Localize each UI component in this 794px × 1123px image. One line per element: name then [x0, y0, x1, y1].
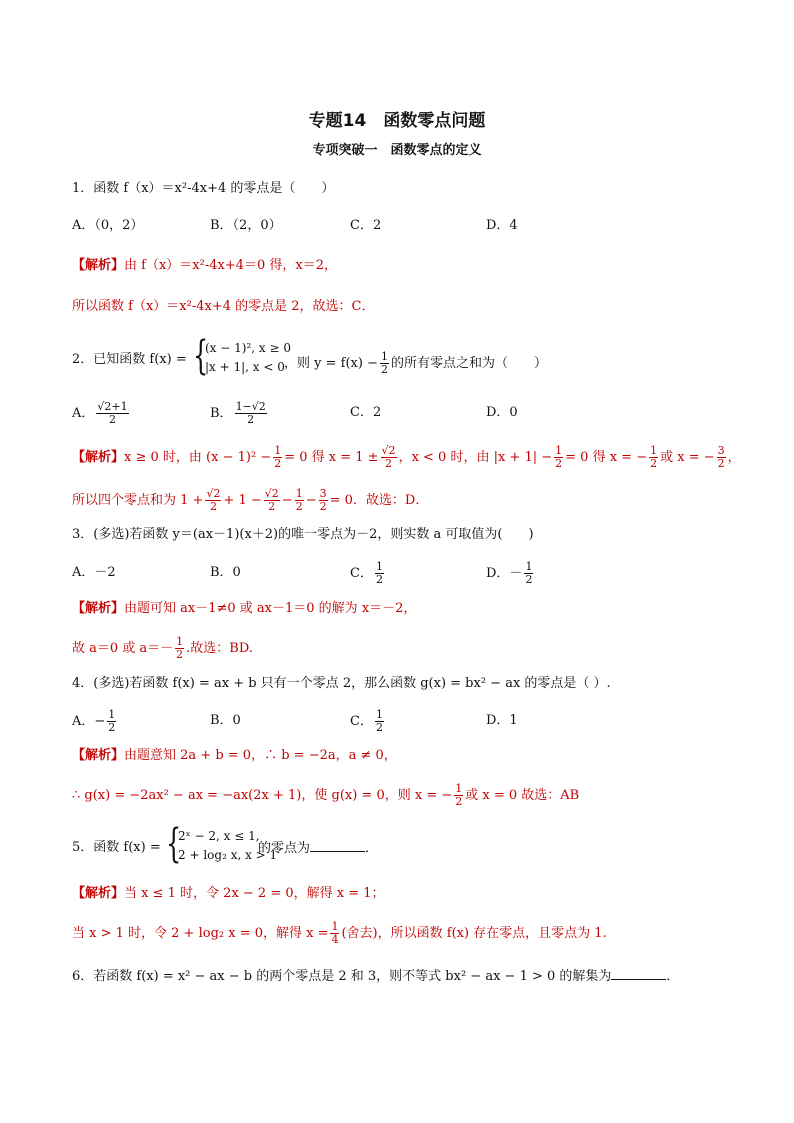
option-label: C． [350, 714, 373, 729]
q2-sol-text: = 0 得 x = 1 ± [284, 450, 379, 465]
q5-sol-text: 当 x ≤ 1 时，令 2x − 2 = 0，解得 x = 1； [124, 886, 385, 901]
frac-half [554, 445, 563, 470]
q2-sol-text: − [281, 493, 293, 508]
frac-den: 2 [650, 457, 658, 470]
frac-den: 2 [108, 721, 116, 734]
q5-case1: 2ˣ − 2, x ≤ 1, [178, 829, 260, 843]
q1-solution-text: 由 f（x）＝x²-4x+4＝0 得，x＝2， [124, 258, 337, 273]
option-label: D．－ [486, 566, 523, 581]
page-title: 专题14 函数零点问题 [308, 111, 486, 131]
frac-num: 1 [375, 708, 383, 721]
q2-option-b [210, 401, 269, 426]
frac-den: 2 [375, 721, 383, 734]
q2-prefix: 2．已知函数 f(x) = [72, 352, 187, 367]
q5-solution-line1 [72, 885, 385, 903]
q2-solution-line1 [72, 445, 741, 470]
solution-tag: 【解析】 [72, 748, 125, 763]
option-label: A．− [72, 714, 106, 729]
q5-suffix [258, 839, 378, 858]
q5-suffix-text: 的零点为 [258, 841, 311, 856]
q2-sol-text: = 0 得 x = − [565, 450, 648, 465]
q6-stem-line [72, 967, 679, 986]
q1-option-d: D．4 [486, 218, 518, 233]
option-label: B． [210, 406, 233, 421]
q1-solution-line1 [72, 257, 337, 275]
q5-sol-text: (舍去)，所以函数 f(x) 存在零点，且零点为 1. [341, 926, 607, 941]
solution-tag: 【解析】 [72, 450, 125, 465]
q2-cases [205, 339, 291, 377]
frac-num: 3 [717, 444, 725, 457]
frac-den: 2 [525, 573, 533, 586]
q2-suffix [284, 351, 547, 376]
frac-num: √2+1 [97, 400, 128, 413]
q6-stem: 6．若函数 f(x) = x² − ax − b 的两个零点是 2 和 3，则不等式 bx² − ax − 1 > 0 的解集为 [72, 969, 612, 984]
frac-num: √2 [381, 444, 396, 457]
frac-num: √2 [264, 487, 279, 500]
q1-option-a: A．（0，2） [72, 218, 144, 233]
frac-den: 2 [555, 457, 563, 470]
solution-tag: 【解析】 [72, 601, 125, 616]
frac-den: 2 [109, 413, 116, 426]
frac-den: 2 [375, 573, 383, 586]
frac-den: 2 [319, 500, 327, 513]
frac-num: 3 [319, 487, 327, 500]
frac-num: √2 [206, 487, 221, 500]
frac-sqrt2 [381, 445, 397, 470]
q3-option-a: A．－2 [72, 565, 116, 580]
q1-option-c: C．2 [350, 218, 382, 233]
q4-solution-line2 [72, 783, 579, 808]
q2-sol-text: x ≥ 0 时，由 (x − 1)² − [124, 450, 272, 465]
q2-option-d: D．0 [486, 405, 518, 420]
frac-num: 1 [650, 444, 658, 457]
frac-num: 1 [455, 782, 463, 795]
answer-blank[interactable] [611, 967, 666, 980]
frac-num: 1 [380, 350, 388, 363]
frac-num: 1 [525, 560, 533, 573]
frac-den: 2 [209, 500, 217, 513]
option-frac [96, 401, 128, 426]
q5-end: ． [365, 841, 379, 856]
option-frac [107, 709, 116, 734]
frac-num: 1−√2 [235, 400, 266, 413]
q2-sol-text: ，x < 0 时，由 |x + 1| − [398, 450, 553, 465]
frac-num: 1 [331, 920, 339, 933]
frac-three-half [319, 488, 328, 513]
frac-den: 2 [274, 457, 282, 470]
q4-solution-line1 [72, 747, 397, 765]
q3-sol-text: 由题可知 ax－1≠0 或 ax－1＝0 的解为 x＝－2， [124, 601, 417, 616]
q2-case1: (x − 1)², x ≥ 0 [205, 341, 291, 355]
q3-option-d [486, 561, 535, 586]
frac-half [649, 445, 658, 470]
frac-den: 2 [717, 457, 725, 470]
frac-three-half [717, 445, 726, 470]
frac-num: 1 [274, 444, 282, 457]
q3-stem: 3．(多选)若函数 y＝(ax－1)(x＋2)的唯一零点为－2，则实数 a 可取值为( ) [72, 527, 534, 542]
q3-option-b: B．0 [210, 565, 241, 580]
q5-solution-line2 [72, 921, 607, 946]
frac-half [295, 488, 304, 513]
option-label: A． [72, 406, 95, 421]
frac-num: 1 [375, 560, 383, 573]
frac-quarter [330, 921, 339, 946]
answer-blank[interactable] [310, 839, 365, 852]
frac-num: 1 [176, 635, 184, 648]
q5-sol-text: 当 x > 1 时，令 2 + log₂ x = 0，解得 x = [72, 926, 329, 941]
q6-end: ． [666, 969, 680, 984]
q2-sol-text: 所以四个零点和为 1 + [72, 493, 204, 508]
frac-half [454, 783, 463, 808]
q2-sol-text: − [305, 493, 317, 508]
page-subtitle: 专项突破一 函数零点的定义 [312, 143, 482, 158]
q4-sol-text: 由题意知 2a + b = 0，∴ b = −2a，a ≠ 0， [124, 748, 397, 763]
q2-half-frac [380, 351, 389, 376]
q2-suffix-a: ，则 y = f(x) − [284, 356, 378, 371]
frac-den: 2 [380, 363, 388, 376]
q1-solution-line2: 所以函数 f（x）＝x²-4x+4 的零点是 2，故选：C． [72, 299, 375, 314]
q4-stem: 4．(多选)若函数 f(x) = ax + b 只有一个零点 2，那么函数 g(x) = bx² − ax 的零点是（ ）. [72, 676, 611, 691]
q4-option-a [72, 709, 118, 734]
q5-brace: { [166, 821, 182, 867]
q3-option-c [350, 561, 386, 586]
q4-sol-text: ∴ g(x) = −2ax² − ax = −ax(2x + 1)，使 g(x) = 0，则 x = − [72, 788, 453, 803]
q5-prefix: 5．函数 f(x) = [72, 840, 161, 855]
option-frac [375, 561, 384, 586]
frac-half [273, 445, 282, 470]
q3-sol-text: .故选：BD. [186, 641, 253, 656]
frac-den: 2 [176, 648, 184, 661]
q2-brace: { [193, 333, 209, 379]
option-label: C． [350, 566, 373, 581]
q4-option-c [350, 709, 386, 734]
frac-sqrt2 [264, 488, 280, 513]
q1-stem: 1．函数 f（x）＝x²-4x+4 的零点是（ ） [72, 181, 335, 196]
q3-solution-line1 [72, 600, 416, 618]
frac-num: 1 [555, 444, 563, 457]
q2-sol-text: + 1 − [223, 493, 262, 508]
q4-sol-text: 或 x = 0 故选：AB [465, 788, 580, 803]
frac-den: 2 [385, 457, 393, 470]
solution-tag: 【解析】 [72, 258, 125, 273]
q4-option-b: B．0 [210, 713, 241, 728]
frac-den: 2 [247, 413, 255, 426]
q2-option-a [72, 401, 131, 426]
frac-den: 2 [295, 500, 303, 513]
q5-case2: 2 + log₂ x, x > 1 [178, 848, 278, 862]
q3-sol-text: 故 a＝0 或 a＝－ [72, 641, 174, 656]
q2-sol-text: ， [727, 450, 741, 465]
q1-option-b: B．（2，0） [210, 218, 282, 233]
q2-sol-text: = 0．故选：D． [329, 493, 429, 508]
frac-den: 4 [331, 933, 339, 946]
q2-suffix-b: 的所有零点之和为（ ） [390, 356, 547, 371]
option-frac [235, 401, 267, 426]
solution-tag: 【解析】 [72, 886, 125, 901]
q2-case2: |x + 1|, x < 0 [205, 360, 285, 374]
option-frac [375, 709, 384, 734]
option-frac [524, 561, 533, 586]
frac-half [175, 636, 184, 661]
frac-num: 1 [108, 708, 116, 721]
q2-option-c: C．2 [350, 405, 382, 420]
frac-den: 2 [268, 500, 276, 513]
frac-num: 1 [295, 487, 303, 500]
frac-den: 2 [455, 795, 463, 808]
q2-solution-line2 [72, 488, 428, 513]
q4-option-d: D．1 [486, 713, 518, 728]
frac-sqrt2 [205, 488, 221, 513]
q2-sol-text: 或 x = − [660, 450, 715, 465]
q3-solution-line2 [72, 636, 253, 661]
